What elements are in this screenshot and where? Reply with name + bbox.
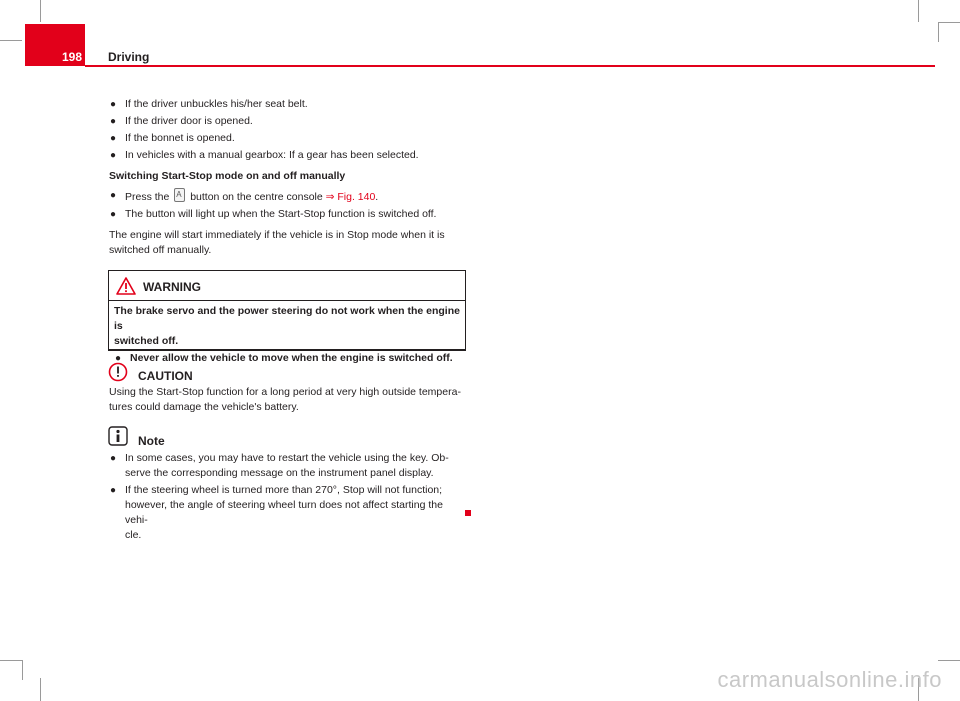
note-text (109, 451, 465, 545)
crop-mark (40, 678, 41, 701)
bullet-dot: ● (110, 116, 117, 127)
start-stop-button-icon (174, 188, 185, 202)
bullet-dot: ● (110, 453, 117, 464)
header-rule (85, 65, 935, 67)
paragraph-line: The engine will start immediately if the vehicle is in Stop mode when it is (109, 229, 445, 241)
crop-mark (40, 0, 41, 22)
caution-line: tures could damage the vehicle's battery. (109, 401, 299, 413)
main-content (109, 97, 464, 260)
bullet-dot: ● (110, 190, 117, 201)
section-end-mark (465, 510, 471, 516)
bullet-dot: ● (110, 485, 117, 496)
crop-mark (918, 0, 919, 22)
page-number: 198 (61, 50, 82, 64)
press-text-after: button on the centre console (190, 191, 323, 203)
list-item (109, 148, 464, 163)
caution-text (109, 385, 465, 415)
warning-title: WARNING (143, 280, 201, 294)
note-line: serve the corresponding message on the instrument panel display. (125, 467, 434, 479)
note-title: Note (138, 434, 165, 448)
subsection-heading: Switching Start-Stop mode on and off manually (109, 170, 346, 182)
bullet-dot: ● (110, 133, 117, 144)
note-line: however, the angle of steering wheel turn does not affect starting the vehi- (125, 499, 443, 526)
list-item-text: If the driver unbuckles his/her seat belt. (125, 98, 308, 110)
crop-mark (0, 40, 22, 41)
list-item-text: If the bonnet is opened. (125, 132, 235, 144)
list-item (109, 114, 464, 129)
caution-title: CAUTION (138, 369, 193, 383)
restart-paragraph (109, 228, 464, 258)
info-icon (108, 426, 128, 446)
note-line: cle. (125, 529, 142, 541)
warning-header (109, 271, 465, 301)
bullet-dot: ● (110, 99, 117, 110)
warning-box (108, 270, 466, 364)
list-item (109, 97, 464, 112)
note-bullet (109, 483, 465, 543)
list-item (109, 207, 464, 222)
watermark: carmanualsonline.info (717, 667, 942, 692)
crop-mark (938, 22, 939, 42)
warning-bullet-text: Never allow the vehicle to move when the engine is switched off. (130, 352, 453, 364)
list-item (109, 131, 464, 146)
press-text-end: . (375, 191, 379, 203)
figure-link[interactable]: ⇒ Fig. 140 (325, 191, 376, 203)
crop-mark (0, 660, 22, 661)
note-bullet (109, 451, 465, 481)
warning-body (109, 301, 465, 366)
press-text-before: Press the (125, 191, 170, 203)
note-line: If the steering wheel is turned more than 270°, Stop will not function; (125, 484, 443, 496)
warning-line: The brake servo and the power steering do not work when the engine is (114, 305, 460, 332)
section-title: Driving (108, 50, 150, 64)
list-item (109, 188, 464, 205)
paragraph-line: switched off manually. (109, 244, 212, 256)
caution-icon (108, 362, 128, 382)
caution-line: Using the Start-Stop function for a long period at very high outside tempera- (109, 386, 461, 398)
warning-line: switched off. (114, 335, 179, 347)
crop-mark (22, 660, 23, 680)
bullet-dot: ● (110, 209, 117, 220)
list-item-text: The button will light up when the Start-Stop function is switched off. (125, 208, 437, 220)
warning-triangle-icon (116, 277, 136, 295)
bullet-dot: ● (110, 150, 117, 161)
warning-bullet (114, 351, 460, 366)
bullet-dot: ● (115, 353, 122, 364)
note-line: In some cases, you may have to restart the vehicle using the key. Ob- (125, 452, 449, 464)
list-item-text: In vehicles with a manual gearbox: If a gear has been selected. (125, 149, 419, 161)
list-item-text: If the driver door is opened. (125, 115, 253, 127)
crop-mark (938, 22, 960, 23)
crop-mark (938, 660, 960, 661)
